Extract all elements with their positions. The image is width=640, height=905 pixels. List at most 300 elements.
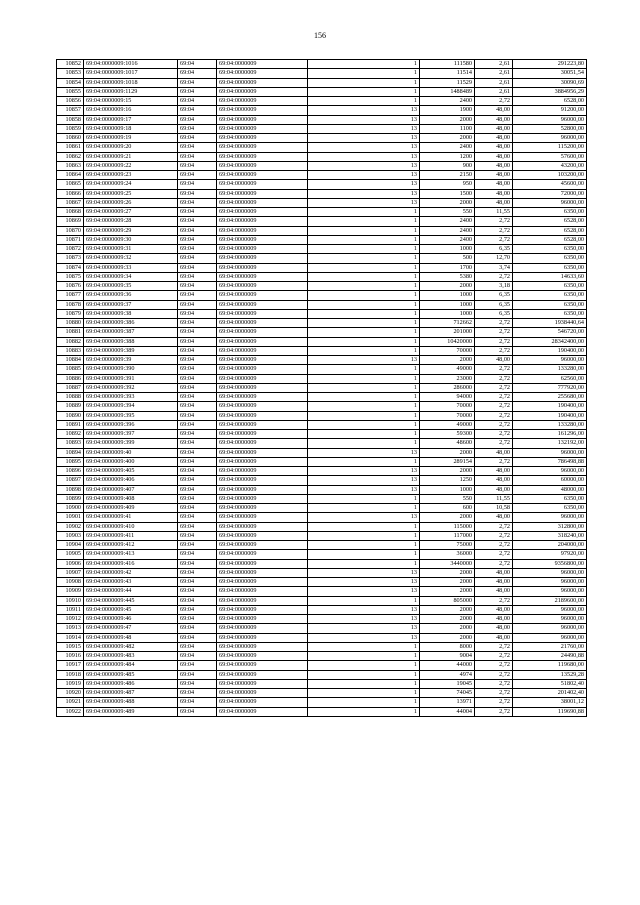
table-row: [57, 522, 587, 531]
table-row: [57, 143, 587, 152]
cadastral-number-cell: 69:04:0000009:393: [84, 393, 178, 402]
area-cell: 11529: [420, 78, 475, 87]
region-code-cell: 69:04: [178, 485, 217, 494]
cadastral-number-cell: 69:04:0000009:38: [84, 309, 178, 318]
row-number-cell: 10903: [57, 531, 84, 540]
cadastral-number-cell: 69:04:0000009:19: [84, 134, 178, 143]
region-code-cell: 69:04: [178, 670, 217, 679]
cadastral-number-cell: 69:04:0000009:412: [84, 541, 178, 550]
cadastral-number-cell: 69:04:0000009:387: [84, 328, 178, 337]
area-cell: 49000: [420, 420, 475, 429]
table-row: [57, 337, 587, 346]
cadastral-block-cell: 69:04:0000009: [217, 531, 308, 540]
cadastral-value-cell: 96000,00: [513, 356, 587, 365]
region-code-cell: 69:04: [178, 254, 217, 263]
table-row: [57, 217, 587, 226]
area-cell: 3440000: [420, 559, 475, 568]
cadastral-number-cell: 69:04:0000009:406: [84, 476, 178, 485]
cadastral-number-cell: 69:04:0000009:1018: [84, 78, 178, 87]
table-row: [57, 383, 587, 392]
row-number-cell: 10902: [57, 522, 84, 531]
region-code-cell: 69:04: [178, 550, 217, 559]
area-cell: 1000: [420, 309, 475, 318]
region-code-cell: 69:04: [178, 513, 217, 522]
region-code-cell: 69:04: [178, 707, 217, 716]
cadastral-value-cell: 91200,00: [513, 106, 587, 115]
table-row: [57, 189, 587, 198]
cadastral-number-cell: 69:04:0000009:400: [84, 457, 178, 466]
area-cell: 4974: [420, 670, 475, 679]
category-code-cell: 13: [308, 633, 420, 642]
region-code-cell: 69:04: [178, 531, 217, 540]
category-code-cell: 1: [308, 439, 420, 448]
row-number-cell: 10875: [57, 272, 84, 281]
area-cell: 550: [420, 494, 475, 503]
cadastral-number-cell: 69:04:0000009:45: [84, 605, 178, 614]
cadastral-number-cell: 69:04:0000009:445: [84, 596, 178, 605]
category-code-cell: 1: [308, 365, 420, 374]
rate-cell: 48,00: [475, 605, 513, 614]
category-code-cell: 1: [308, 87, 420, 96]
cadastral-value-cell: 6350,00: [513, 245, 587, 254]
category-code-cell: 1: [308, 393, 420, 402]
row-number-cell: 10913: [57, 624, 84, 633]
cadastral-value-cell: 60000,00: [513, 476, 587, 485]
cadastral-number-cell: 69:04:0000009:390: [84, 365, 178, 374]
category-code-cell: 13: [308, 587, 420, 596]
cadastral-number-cell: 69:04:0000009:28: [84, 217, 178, 226]
rate-cell: 2,72: [475, 522, 513, 531]
area-cell: 2000: [420, 578, 475, 587]
row-number-cell: 10914: [57, 633, 84, 642]
cadastral-block-cell: 69:04:0000009: [217, 328, 308, 337]
region-code-cell: 69:04: [178, 661, 217, 670]
row-number-cell: 10885: [57, 365, 84, 374]
cadastral-block-cell: 69:04:0000009: [217, 245, 308, 254]
rate-cell: 2,61: [475, 69, 513, 78]
row-number-cell: 10904: [57, 541, 84, 550]
table-row: [57, 374, 587, 383]
cadastral-block-cell: 69:04:0000009: [217, 393, 308, 402]
cadastral-number-cell: 69:04:0000009:1016: [84, 60, 178, 69]
region-code-cell: 69:04: [178, 60, 217, 69]
region-code-cell: 69:04: [178, 698, 217, 707]
category-code-cell: 13: [308, 180, 420, 189]
region-code-cell: 69:04: [178, 300, 217, 309]
rate-cell: 48,00: [475, 152, 513, 161]
region-code-cell: 69:04: [178, 522, 217, 531]
category-code-cell: 1: [308, 541, 420, 550]
cadastral-block-cell: 69:04:0000009: [217, 485, 308, 494]
cadastral-number-cell: 69:04:0000009:17: [84, 115, 178, 124]
cadastral-value-cell: 96000,00: [513, 633, 587, 642]
area-cell: 289154: [420, 457, 475, 466]
table-row: [57, 513, 587, 522]
table-row: [57, 679, 587, 688]
row-number-cell: 10895: [57, 457, 84, 466]
table-row: [57, 439, 587, 448]
rate-cell: 2,72: [475, 217, 513, 226]
cadastral-value-cell: 72000,00: [513, 189, 587, 198]
table-row: [57, 282, 587, 291]
rate-cell: 48,00: [475, 171, 513, 180]
area-cell: 550: [420, 208, 475, 217]
category-code-cell: 1: [308, 300, 420, 309]
table-row: [57, 707, 587, 716]
table-row: [57, 134, 587, 143]
category-code-cell: 1: [308, 494, 420, 503]
row-number-cell: 10920: [57, 689, 84, 698]
rate-cell: 48,00: [475, 578, 513, 587]
category-code-cell: 1: [308, 272, 420, 281]
cadastral-number-cell: 69:04:0000009:29: [84, 226, 178, 235]
rate-cell: 2,72: [475, 383, 513, 392]
region-code-cell: 69:04: [178, 393, 217, 402]
region-code-cell: 69:04: [178, 115, 217, 124]
cadastral-number-cell: 69:04:0000009:15: [84, 97, 178, 106]
cadastral-number-cell: 69:04:0000009:389: [84, 346, 178, 355]
cadastral-block-cell: 69:04:0000009: [217, 596, 308, 605]
row-number-cell: 10890: [57, 411, 84, 420]
category-code-cell: 1: [308, 652, 420, 661]
area-cell: 1900: [420, 106, 475, 115]
rate-cell: 10,58: [475, 504, 513, 513]
region-code-cell: 69:04: [178, 504, 217, 513]
area-cell: 2000: [420, 605, 475, 614]
cadastral-value-cell: 119680,00: [513, 661, 587, 670]
cadastral-value-cell: 28342400,00: [513, 337, 587, 346]
cadastral-value-cell: 190400,00: [513, 346, 587, 355]
rate-cell: 2,72: [475, 457, 513, 466]
category-code-cell: 1: [308, 291, 420, 300]
area-cell: 2000: [420, 198, 475, 207]
cadastral-value-cell: 2189600,00: [513, 596, 587, 605]
cadastral-number-cell: 69:04:0000009:33: [84, 263, 178, 272]
row-number-cell: 10922: [57, 707, 84, 716]
category-code-cell: 13: [308, 124, 420, 133]
cadastral-value-cell: 62560,00: [513, 374, 587, 383]
cadastral-block-cell: 69:04:0000009: [217, 587, 308, 596]
region-code-cell: 69:04: [178, 78, 217, 87]
region-code-cell: 69:04: [178, 235, 217, 244]
cadastral-value-cell: 6528,00: [513, 217, 587, 226]
rate-cell: 2,72: [475, 226, 513, 235]
cadastral-value-cell: 97920,00: [513, 550, 587, 559]
cadastral-value-cell: 43200,00: [513, 161, 587, 170]
rate-cell: 6,35: [475, 245, 513, 254]
cadastral-number-cell: 69:04:0000009:23: [84, 171, 178, 180]
row-number-cell: 10852: [57, 60, 84, 69]
region-code-cell: 69:04: [178, 642, 217, 651]
cadastral-value-cell: 6528,00: [513, 226, 587, 235]
cadastral-value-cell: 777920,00: [513, 383, 587, 392]
region-code-cell: 69:04: [178, 245, 217, 254]
row-number-cell: 10905: [57, 550, 84, 559]
region-code-cell: 69:04: [178, 152, 217, 161]
table-row: [57, 689, 587, 698]
table-row: [57, 448, 587, 457]
rate-cell: 6,35: [475, 300, 513, 309]
area-cell: 70000: [420, 346, 475, 355]
cadastral-block-cell: 69:04:0000009: [217, 365, 308, 374]
category-code-cell: 13: [308, 152, 420, 161]
cadastral-number-cell: 69:04:0000009:484: [84, 661, 178, 670]
table-row: [57, 106, 587, 115]
cadastral-block-cell: 69:04:0000009: [217, 383, 308, 392]
region-code-cell: 69:04: [178, 171, 217, 180]
area-cell: 117000: [420, 531, 475, 540]
rate-cell: 2,72: [475, 652, 513, 661]
row-number-cell: 10909: [57, 587, 84, 596]
table-row: [57, 393, 587, 402]
cadastral-value-cell: 96000,00: [513, 448, 587, 457]
row-number-cell: 10878: [57, 300, 84, 309]
area-cell: 9004: [420, 652, 475, 661]
row-number-cell: 10867: [57, 198, 84, 207]
rate-cell: 2,72: [475, 272, 513, 281]
row-number-cell: 10880: [57, 319, 84, 328]
cadastral-number-cell: 69:04:0000009:399: [84, 439, 178, 448]
table-row: [57, 97, 587, 106]
table-row: [57, 69, 587, 78]
region-code-cell: 69:04: [178, 180, 217, 189]
rate-cell: 48,00: [475, 633, 513, 642]
rate-cell: 48,00: [475, 115, 513, 124]
cadastral-value-cell: 201402,40: [513, 689, 587, 698]
rate-cell: 3,18: [475, 282, 513, 291]
cadastral-block-cell: 69:04:0000009: [217, 346, 308, 355]
cadastral-block-cell: 69:04:0000009: [217, 143, 308, 152]
row-number-cell: 10893: [57, 439, 84, 448]
cadastral-value-table: [56, 59, 587, 717]
table-row: [57, 226, 587, 235]
row-number-cell: 10900: [57, 504, 84, 513]
cadastral-value-cell: 13529,28: [513, 670, 587, 679]
row-number-cell: 10853: [57, 69, 84, 78]
cadastral-value-cell: 30090,69: [513, 78, 587, 87]
area-cell: 8000: [420, 642, 475, 651]
region-code-cell: 69:04: [178, 383, 217, 392]
category-code-cell: 1: [308, 374, 420, 383]
table-row: [57, 587, 587, 596]
region-code-cell: 69:04: [178, 467, 217, 476]
rate-cell: 2,72: [475, 642, 513, 651]
cadastral-value-cell: 1938440,64: [513, 319, 587, 328]
cadastral-block-cell: 69:04:0000009: [217, 605, 308, 614]
table-row: [57, 476, 587, 485]
table-row: [57, 180, 587, 189]
rate-cell: 2,72: [475, 531, 513, 540]
row-number-cell: 10866: [57, 189, 84, 198]
category-code-cell: 1: [308, 226, 420, 235]
cadastral-block-cell: 69:04:0000009: [217, 374, 308, 383]
region-code-cell: 69:04: [178, 559, 217, 568]
table-row: [57, 402, 587, 411]
cadastral-block-cell: 69:04:0000009: [217, 550, 308, 559]
table-row: [57, 661, 587, 670]
table-row: [57, 550, 587, 559]
cadastral-number-cell: 69:04:0000009:35: [84, 282, 178, 291]
region-code-cell: 69:04: [178, 87, 217, 96]
row-number-cell: 10887: [57, 383, 84, 392]
table-row: [57, 420, 587, 429]
area-cell: 1100: [420, 124, 475, 133]
cadastral-block-cell: 69:04:0000009: [217, 661, 308, 670]
cadastral-value-cell: 133280,00: [513, 420, 587, 429]
rate-cell: 48,00: [475, 134, 513, 143]
category-code-cell: 13: [308, 143, 420, 152]
cadastral-number-cell: 69:04:0000009:488: [84, 698, 178, 707]
cadastral-value-cell: 96000,00: [513, 624, 587, 633]
cadastral-number-cell: 69:04:0000009:407: [84, 485, 178, 494]
cadastral-value-cell: 6350,00: [513, 504, 587, 513]
cadastral-block-cell: 69:04:0000009: [217, 208, 308, 217]
rate-cell: 48,00: [475, 467, 513, 476]
region-code-cell: 69:04: [178, 106, 217, 115]
area-cell: 950: [420, 180, 475, 189]
area-cell: 2400: [420, 226, 475, 235]
area-cell: 19045: [420, 679, 475, 688]
rate-cell: 2,61: [475, 78, 513, 87]
cadastral-value-cell: 38001,12: [513, 698, 587, 707]
table-row: [57, 578, 587, 587]
row-number-cell: 10888: [57, 393, 84, 402]
table-row: [57, 624, 587, 633]
cadastral-value-cell: 24490,88: [513, 652, 587, 661]
area-cell: 23000: [420, 374, 475, 383]
region-code-cell: 69:04: [178, 134, 217, 143]
category-code-cell: 1: [308, 596, 420, 605]
table-row: [57, 319, 587, 328]
area-cell: 2000: [420, 568, 475, 577]
cadastral-value-cell: 96000,00: [513, 198, 587, 207]
cadastral-number-cell: 69:04:0000009:483: [84, 652, 178, 661]
cadastral-number-cell: 69:04:0000009:394: [84, 402, 178, 411]
rate-cell: 48,00: [475, 587, 513, 596]
cadastral-block-cell: 69:04:0000009: [217, 457, 308, 466]
row-number-cell: 10886: [57, 374, 84, 383]
category-code-cell: 13: [308, 615, 420, 624]
cadastral-block-cell: 69:04:0000009: [217, 235, 308, 244]
region-code-cell: 69:04: [178, 568, 217, 577]
cadastral-value-cell: 546720,00: [513, 328, 587, 337]
category-code-cell: 13: [308, 448, 420, 457]
cadastral-number-cell: 69:04:0000009:396: [84, 420, 178, 429]
rate-cell: 3,74: [475, 263, 513, 272]
rate-cell: 2,72: [475, 411, 513, 420]
region-code-cell: 69:04: [178, 615, 217, 624]
region-code-cell: 69:04: [178, 457, 217, 466]
area-cell: 111580: [420, 60, 475, 69]
rate-cell: 48,00: [475, 124, 513, 133]
category-code-cell: 1: [308, 235, 420, 244]
cadastral-value-cell: 96000,00: [513, 513, 587, 522]
table-row: [57, 698, 587, 707]
area-cell: 1000: [420, 245, 475, 254]
region-code-cell: 69:04: [178, 605, 217, 614]
region-code-cell: 69:04: [178, 689, 217, 698]
cadastral-value-cell: 48000,00: [513, 485, 587, 494]
cadastral-number-cell: 69:04:0000009:40: [84, 448, 178, 457]
row-number-cell: 10860: [57, 134, 84, 143]
rate-cell: 2,72: [475, 596, 513, 605]
cadastral-block-cell: 69:04:0000009: [217, 402, 308, 411]
rate-cell: 48,00: [475, 568, 513, 577]
table-row: [57, 633, 587, 642]
cadastral-value-cell: 6528,00: [513, 235, 587, 244]
region-code-cell: 69:04: [178, 624, 217, 633]
cadastral-value-cell: 52800,00: [513, 124, 587, 133]
area-cell: 94000: [420, 393, 475, 402]
cadastral-number-cell: 69:04:0000009:46: [84, 615, 178, 624]
row-number-cell: 10861: [57, 143, 84, 152]
region-code-cell: 69:04: [178, 309, 217, 318]
cadastral-number-cell: 69:04:0000009:36: [84, 291, 178, 300]
region-code-cell: 69:04: [178, 328, 217, 337]
area-cell: 48600: [420, 439, 475, 448]
rate-cell: 2,61: [475, 60, 513, 69]
row-number-cell: 10862: [57, 152, 84, 161]
category-code-cell: 13: [308, 115, 420, 124]
table-row: [57, 115, 587, 124]
cadastral-value-cell: 318240,00: [513, 531, 587, 540]
area-cell: 2000: [420, 356, 475, 365]
category-code-cell: 1: [308, 457, 420, 466]
row-number-cell: 10899: [57, 494, 84, 503]
rate-cell: 48,00: [475, 485, 513, 494]
area-cell: 2400: [420, 217, 475, 226]
category-code-cell: 1: [308, 69, 420, 78]
cadastral-number-cell: 69:04:0000009:395: [84, 411, 178, 420]
rate-cell: 48,00: [475, 448, 513, 457]
cadastral-block-cell: 69:04:0000009: [217, 448, 308, 457]
cadastral-number-cell: 69:04:0000009:37: [84, 300, 178, 309]
row-number-cell: 10883: [57, 346, 84, 355]
row-number-cell: 10854: [57, 78, 84, 87]
cadastral-block-cell: 69:04:0000009: [217, 337, 308, 346]
cadastral-number-cell: 69:04:0000009:27: [84, 208, 178, 217]
table-row: [57, 124, 587, 133]
category-code-cell: 1: [308, 346, 420, 355]
region-code-cell: 69:04: [178, 217, 217, 226]
cadastral-value-cell: 6350,00: [513, 300, 587, 309]
cadastral-value-cell: 96000,00: [513, 134, 587, 143]
cadastral-value-cell: 255680,00: [513, 393, 587, 402]
cadastral-number-cell: 69:04:0000009:486: [84, 679, 178, 688]
cadastral-number-cell: 69:04:0000009:1129: [84, 87, 178, 96]
rate-cell: 48,00: [475, 615, 513, 624]
category-code-cell: 1: [308, 383, 420, 392]
table-row: [57, 467, 587, 476]
category-code-cell: 13: [308, 198, 420, 207]
region-code-cell: 69:04: [178, 679, 217, 688]
category-code-cell: 1: [308, 254, 420, 263]
rate-cell: 2,72: [475, 374, 513, 383]
area-cell: 2000: [420, 633, 475, 642]
cadastral-block-cell: 69:04:0000009: [217, 467, 308, 476]
cadastral-number-cell: 69:04:0000009:32: [84, 254, 178, 263]
row-number-cell: 10868: [57, 208, 84, 217]
area-cell: 74045: [420, 689, 475, 698]
area-cell: 5380: [420, 272, 475, 281]
category-code-cell: 13: [308, 605, 420, 614]
category-code-cell: 1: [308, 319, 420, 328]
area-cell: 2400: [420, 143, 475, 152]
row-number-cell: 10863: [57, 161, 84, 170]
category-code-cell: 1: [308, 504, 420, 513]
category-code-cell: 1: [308, 78, 420, 87]
cadastral-value-cell: 57600,00: [513, 152, 587, 161]
